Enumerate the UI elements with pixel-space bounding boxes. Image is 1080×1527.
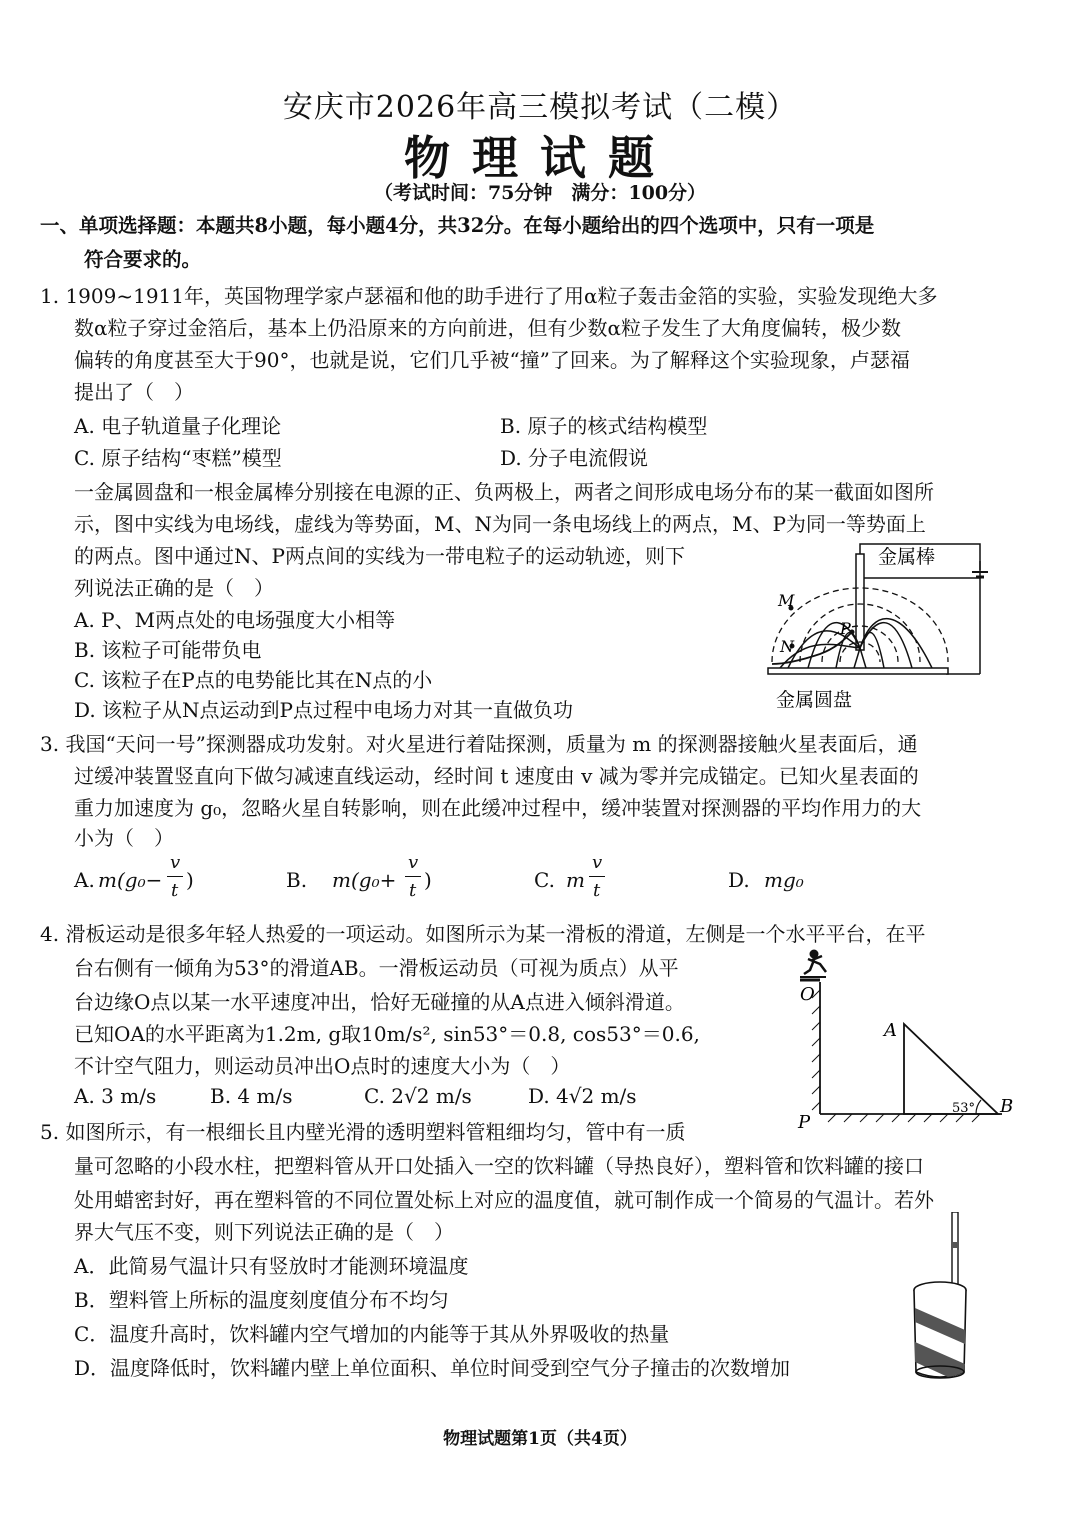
q3-option-b-expr: m(g₀+ [332,868,397,892]
water-column [952,1242,958,1248]
q4-option-b: B. 4 m/s [210,1084,293,1108]
label-b: B [1000,1096,1014,1117]
q3-c-bar [589,876,605,877]
label-n: N [780,637,794,656]
skateboard-ramp-figure [780,944,1020,1130]
q1-option-c: C. 原子结构“枣糕”模型 [74,446,282,470]
q5-line: 5. 如图所示，有一根细长且内壁光滑的透明塑料管粗细均匀，管中有一质 [40,1120,686,1144]
q3-a-bar [167,876,183,877]
q5-option-d: D．温度降低时，饮料罐内壁上单位面积、单位时间受到空气分子撞击的次数增加 [74,1356,791,1380]
q2-option-c: C. 该粒子在P点的电势能比其在N点的小 [74,668,433,692]
subject-title: 物理试题 [404,131,676,185]
metal-disk-label: 金属圆盘 [776,689,853,711]
label-o: O [800,984,815,1005]
angle-label: 53° [952,1101,976,1116]
q2-option-b: B. 该粒子可能带负电 [74,638,262,662]
q5-option-b: B．塑料管上所标的温度刻度值分布不均匀 [74,1288,449,1312]
q3-a-close: ) [186,868,194,892]
q2-line: 示，图中实线为电场线，虚线为等势面，M、N为同一条电场线上的两点，M、P为同一等势面上 [74,512,926,536]
q3-line: 重力加速度为 g₀，忽略火星自转影响，则在此缓冲过程中，缓冲装置对探测器的平均作用力的大 [74,796,922,820]
q3-option-d-letter: D. [728,868,750,892]
q4-option-c: C. 2√2 m/s [364,1084,472,1108]
q4-line: 4. 滑板运动是很多年轻人热爱的一项运动。如图所示为某一滑板的滑道，左侧是一个水平平台，在平 [40,922,926,946]
q3-b-close: ) [424,868,432,892]
q3-a-num: v [170,852,181,873]
q2-line: 列说法正确的是（ ） [74,576,274,600]
label-p: P [840,619,851,638]
q3-option-d-expr: mg₀ [764,868,804,892]
q3-c-den: t [593,880,601,901]
exam-meta: （考试时间：75分钟 满分：100分） [373,182,707,204]
q1-option-a: A. 电子轨道量子化理论 [74,414,282,438]
q3-b-den: t [409,880,417,901]
q3-option-c-expr: m [566,868,585,892]
section-heading-cont: 符合要求的。 [84,248,202,271]
q2-option-a: A. P、M两点处的电场强度大小相等 [74,608,396,632]
q4-line: 台边缘O点以某一水平速度冲出，恰好无碰撞的从A点进入倾斜滑道。 [74,990,685,1014]
q3-a-den: t [171,880,179,901]
label-a: A [884,1020,897,1041]
page-footer: 物理试题第1页（共4页） [443,1429,637,1449]
metal-rod-label: 金属棒 [878,546,936,568]
q4-line: 不计空气阻力，则运动员冲出O点时的速度大小为（ ） [74,1054,571,1078]
q4-option-d: D. 4√2 m/s [528,1084,637,1108]
q3-option-b-letter: B. [286,868,308,892]
plastic-tube [952,1212,958,1292]
q3-line: 3. 我国“天问一号”探测器成功发射。对火星进行着陆探测，质量为 m 的探测器接触火星表面后，通 [40,732,918,756]
q4-option-a: A. 3 m/s [74,1084,157,1108]
q4-line: 台右侧有一倾角为53°的滑道AB。一滑板运动员（可视为质点）从平 [74,956,679,980]
q2-option-d: D. 该粒子从N点运动到P点过程中电场力对其一直做负功 [74,698,573,722]
q3-option-a-expr: m(g₀− [98,868,163,892]
label-p-ground: P [798,1112,811,1130]
q1-line: 数α粒子穿过金箔后，基本上仍沿原来的方向前进，但有少数α粒子发生了大角度偏转，极少数 [74,316,902,340]
q5-line: 处用蜡密封好，再在塑料管的不同位置处标上对应的温度值，就可制作成一个简易的气温计。若外 [74,1188,934,1212]
q5-option-a: A．此简易气温计只有竖放时才能测环境温度 [74,1254,469,1278]
q5-line: 界大气压不变，则下列说法正确的是（ ） [74,1220,454,1244]
drink-can-thermometer-figure [908,1212,978,1384]
electric-field-figure [758,536,998,716]
section-heading: 一、单项选择题：本题共8小题，每小题4分，共32分。在每小题给出的四个选项中，只有一项是 [40,214,875,237]
q3-b-bar [405,876,421,877]
q5-option-c: C．温度升高时，饮料罐内空气增加的内能等于其从外界吸收的热量 [74,1322,670,1346]
q1-option-d: D. 分子电流假说 [500,446,649,470]
q2-line: 的两点。图中通过N、P两点间的实线为一带电粒子的运动轨迹，则下 [74,544,685,568]
q3-line: 过缓冲装置竖直向下做匀减速直线运动，经时间 t 速度由 v 减为零并完成锚定。已知火星表面的 [74,764,919,788]
q4-line: 已知OA的水平距离为1.2m, g取10m/s², sin53°＝0.8, cos53°＝0.6, [74,1022,700,1046]
q3-b-num: v [408,852,419,873]
q1-line: 提出了（ ） [74,380,194,404]
q2-line: 一金属圆盘和一根金属棒分别接在电源的正、负两极上，两者之间形成电场分布的某一截面如图所 [74,480,934,504]
q1-line: 偏转的角度甚至大于90°，也就是说，它们几乎被“撞”了回来。为了解释这个实验现象，卢瑟福 [74,348,910,372]
q3-option-c-letter: C. [534,868,555,892]
exam-title: 安庆市2026年高三模拟考试（二模） [282,90,798,125]
q5-line: 量可忽略的小段水柱，把塑料管从开口处插入一空的饮料罐（导热良好），塑料管和饮料罐的接口 [74,1154,924,1178]
q3-line: 小为（ ） [74,826,174,850]
q3-c-num: v [592,852,603,873]
q1-option-b: B. 原子的核式结构模型 [500,414,708,438]
q3-option-a-letter: A. [74,868,95,892]
label-m: M [778,591,795,610]
q1-line: 1. 1909~1911年，英国物理学家卢瑟福和他的助手进行了用α粒子轰击金箔的实验，实验发现绝大多 [40,284,938,308]
